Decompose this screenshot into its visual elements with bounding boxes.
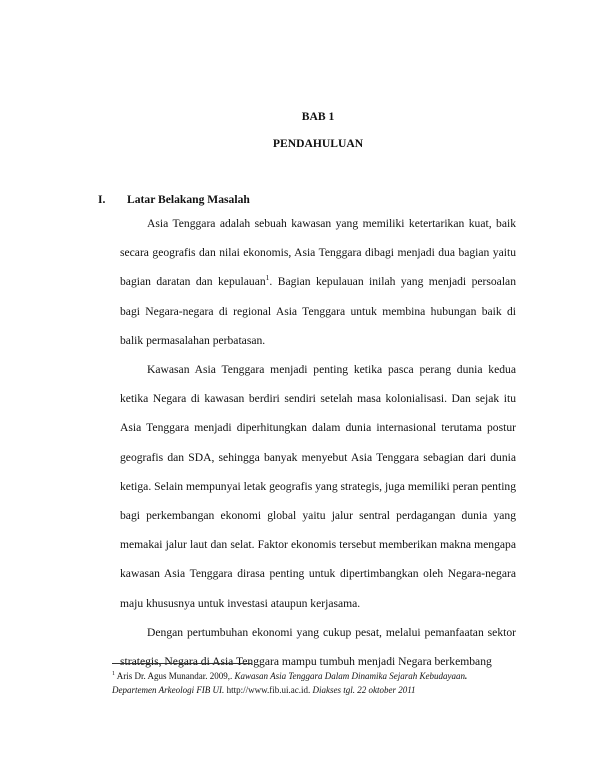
footnote-author: Aris Dr. Agus Munandar. 2009,. <box>115 671 235 681</box>
section-title: Latar Belakang Masalah <box>127 193 250 206</box>
paragraph-1 <box>120 209 516 355</box>
footnote-publisher: Departemen Arkeologi FIB UI. <box>112 684 225 695</box>
section-number: I. <box>98 193 106 206</box>
footnote-divider <box>112 663 252 664</box>
paragraph-1-text-end: . Bagian kepulauan inilah yang menjadi persoalan bagi Negara-negara di regional Asia Tenggara untuk membina hubungan baik di balik permasalahan perbatasan. <box>120 275 516 347</box>
chapter-label: BAB 1 <box>301 110 335 123</box>
section-heading <box>98 193 250 206</box>
chapter-title: PENDAHULUAN <box>272 137 364 150</box>
paragraph-2: Kawasan Asia Tenggara menjadi penting ketika pasca perang dunia kedua ketika Negara di kawasan berdiri sendiri setelah masa kolonialisasi. Dan sejak itu Asia Tenggara menjadi diperhitungkan dalam dunia internasional terutama postur geografis dan SDA, sehingga banyak menyebut Asia Tenggara sebagian dari dunia ketiga. Selain mempunyai letak geografis yang strategis, juga memiliki peran penting bagi perkembangan ekonomi global yaitu jalur sentral perdagangan dunia yang memakai jalur laut dan selat. Faktor ekonomis tersebut memberikan makna mengapa kawasan Asia Tenggara dirasa penting untuk dipertimbangkan oleh Negara-negara maju khususnya untuk investasi ataupun kerjasama. <box>120 363 517 610</box>
footnote-marker: 1 <box>112 671 115 677</box>
footnote-book-title: Kawasan Asia Tenggara Dalam Dinamika Sejarah Kebudayaan <box>234 671 466 681</box>
footnote-title-end: . <box>465 671 468 681</box>
footnote-reference[interactable]: 1 <box>265 273 270 283</box>
paragraph-3: Dengan pertumbuhan ekonomi yang cukup pesat, melalui pemanfaatan sektor strategis, Negara di Asia Tenggara mampu tumbuh menjadi Negara berkembang <box>120 625 516 669</box>
footnote-accessed: Diakses tgl. 22 oktober 2011 <box>310 684 416 695</box>
footnote-url[interactable]: http://www.fib.ui.ac.id. <box>224 684 311 695</box>
paragraph-1-text-start: Asia Tenggara adalah sebuah kawasan yang memiliki ketertarikan kuat, baik secara geografis dan nilai ekonomis, Asia Tenggara dibagi menjadi dua bagian yaitu bagian daratan dan kepulauan <box>120 217 516 289</box>
footnote <box>112 670 522 697</box>
body-text <box>120 209 516 676</box>
